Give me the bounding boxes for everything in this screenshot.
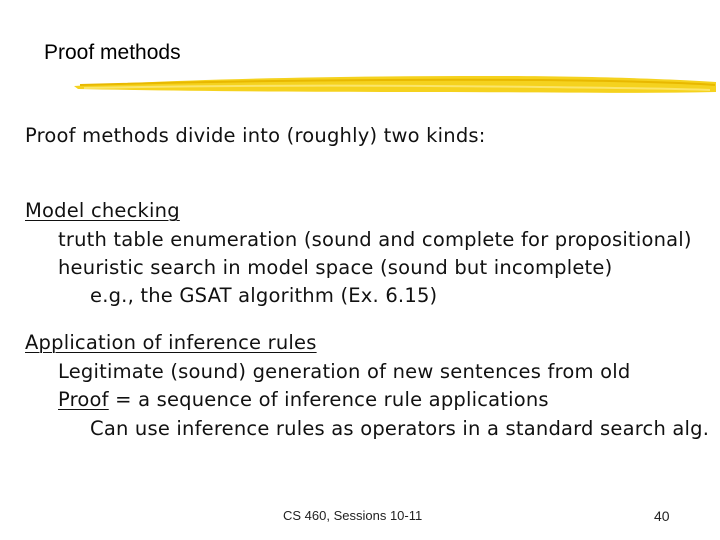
- slide-title: Proof methods: [44, 41, 181, 64]
- model-checking-line-2: heuristic search in model space (sound but incomplete): [58, 256, 613, 279]
- proof-term: Proof: [58, 388, 109, 411]
- footer-course: CS 460, Sessions 10-11: [283, 508, 423, 523]
- inference-rules-line-3: Can use inference rules as operators in a standard search alg.: [90, 417, 710, 440]
- intro-text: Proof methods divide into (roughly) two kinds:: [25, 124, 486, 147]
- inference-rules-line-2: [58, 388, 549, 411]
- model-checking-line-3: e.g., the GSAT algorithm (Ex. 6.15): [90, 284, 438, 307]
- model-checking-heading: Model checking: [25, 199, 180, 222]
- page-number: 40: [654, 508, 670, 524]
- inference-rules-line-1: Legitimate (sound) generation of new sentences from old: [58, 360, 631, 383]
- title-underline-brushstroke: [70, 70, 720, 100]
- proof-definition: = a sequence of inference rule applications: [108, 388, 549, 411]
- model-checking-line-1: truth table enumeration (sound and complete for propositional): [58, 228, 692, 251]
- inference-rules-heading: Application of inference rules: [25, 331, 317, 354]
